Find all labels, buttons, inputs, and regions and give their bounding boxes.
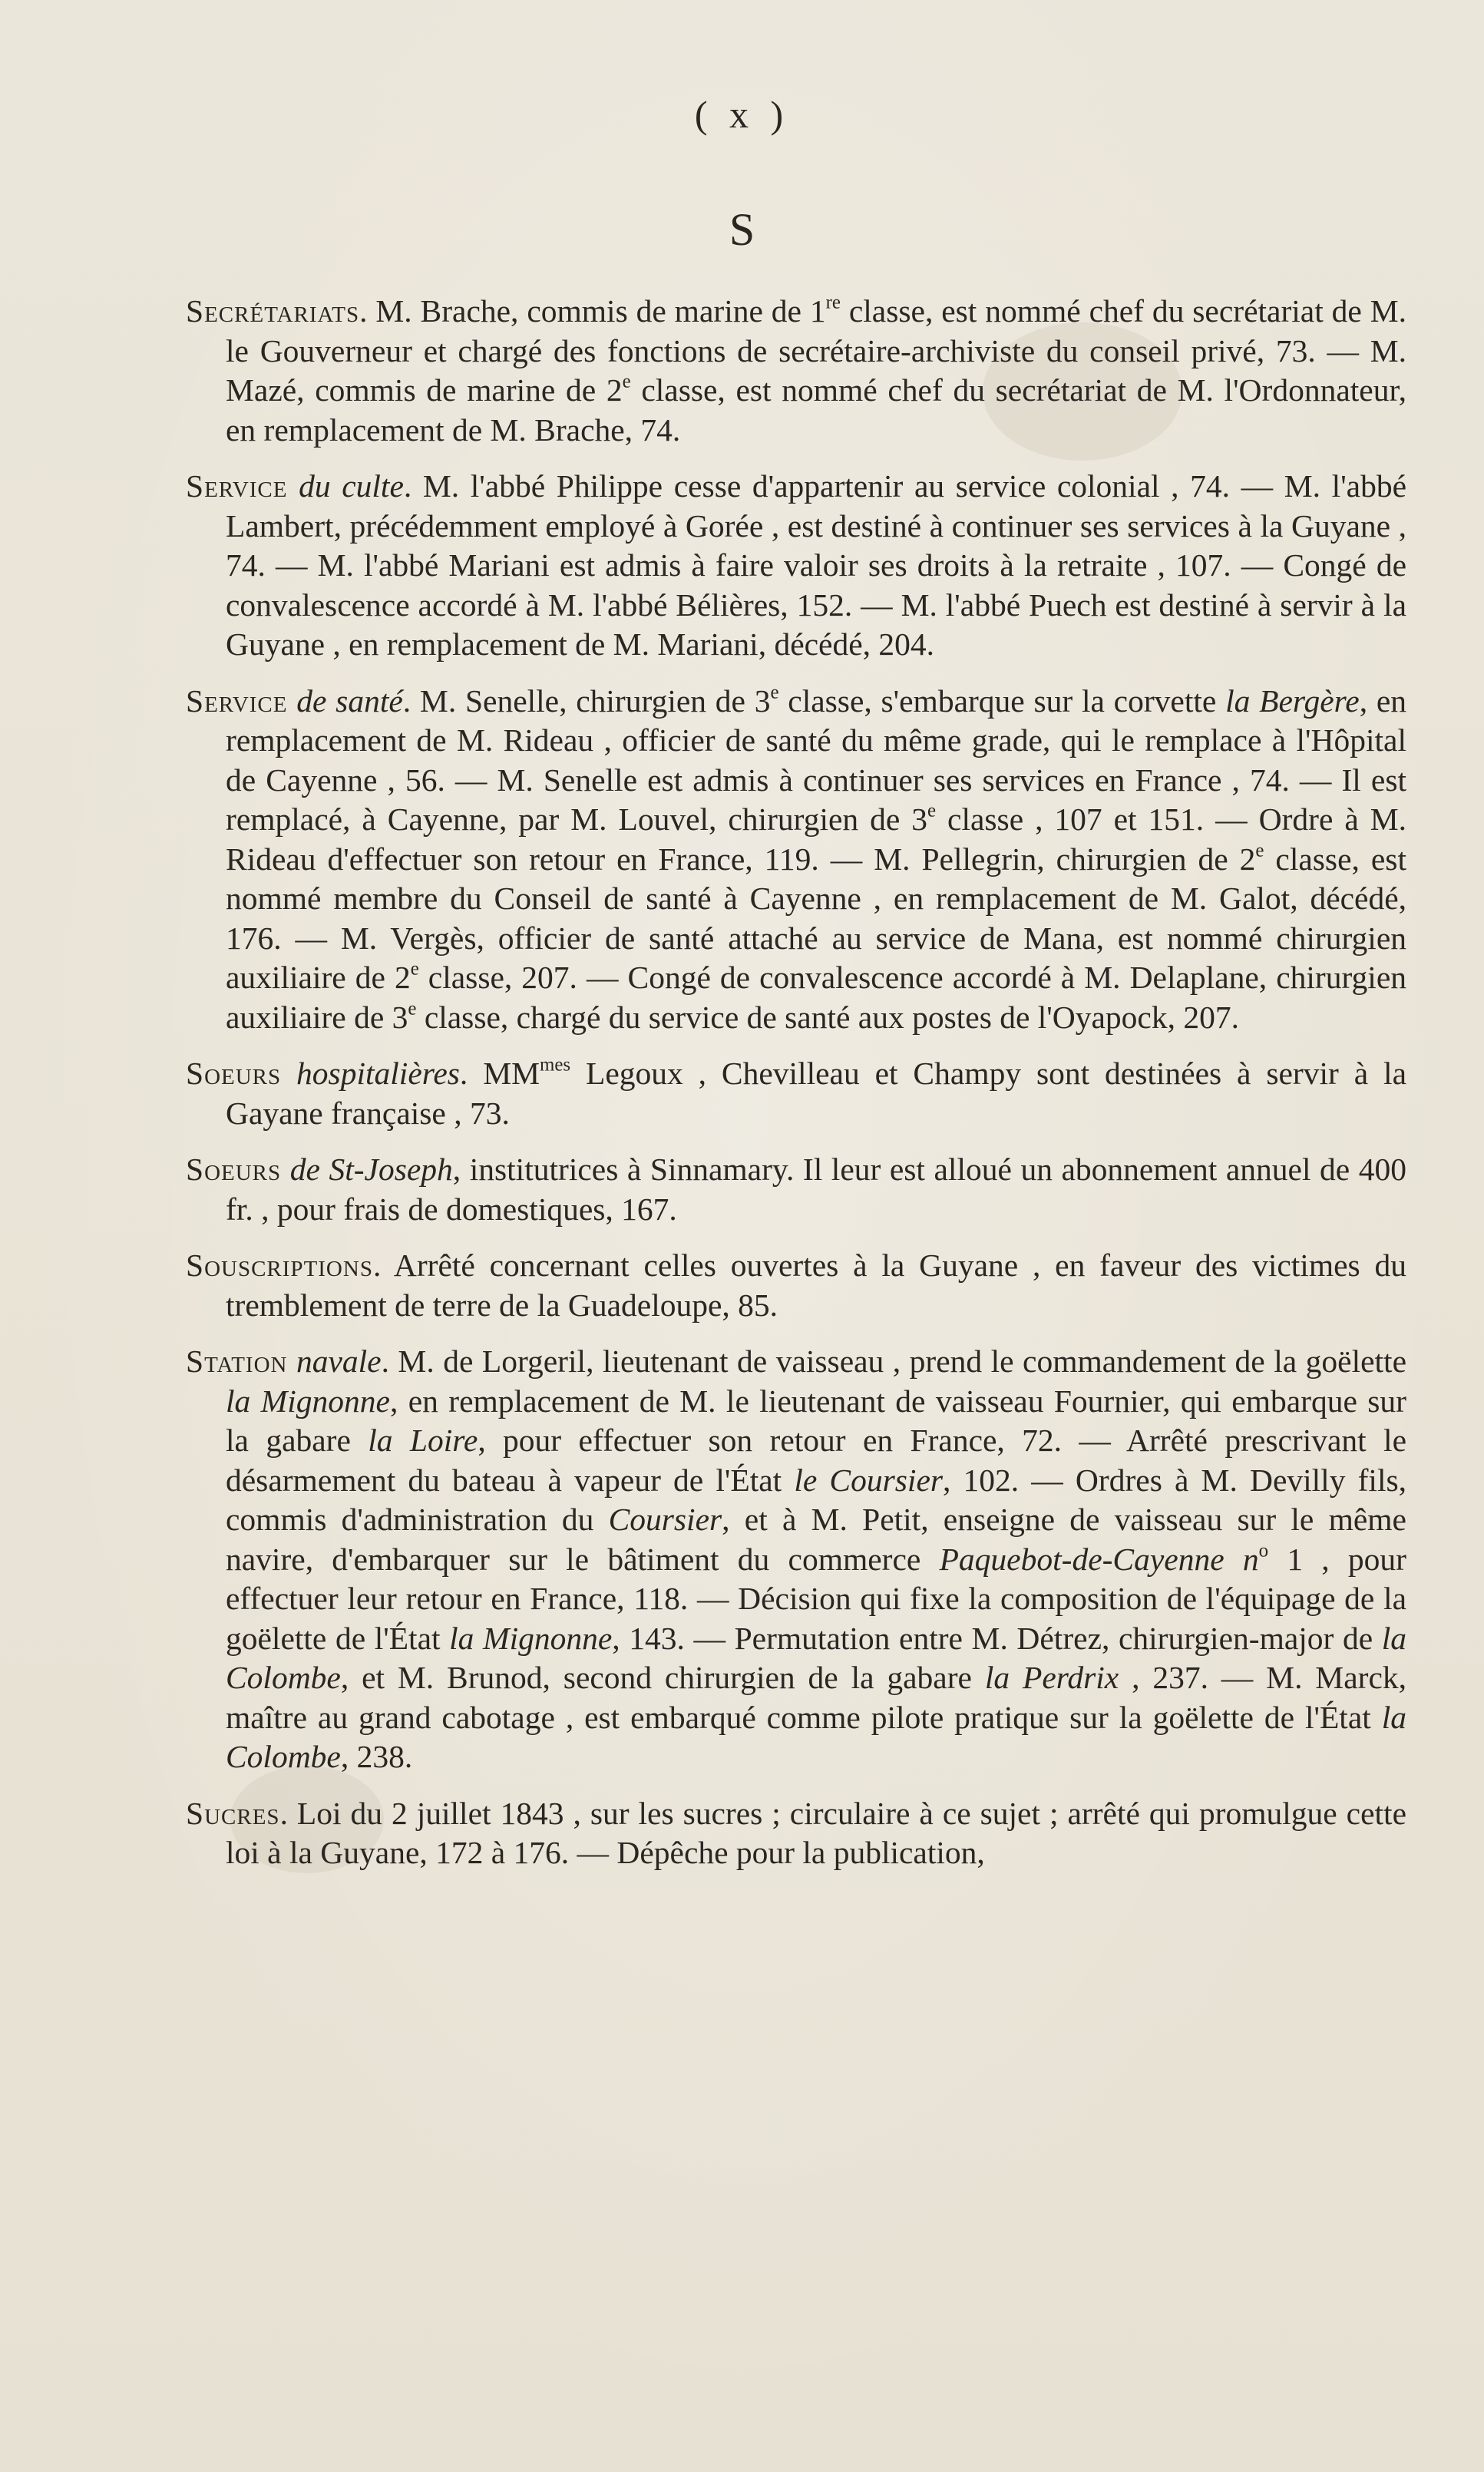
italic-name: la Mignonne bbox=[226, 1383, 390, 1419]
italic-name: Paquebot-de-Cayenne n bbox=[939, 1541, 1259, 1577]
index-entry bbox=[186, 467, 1406, 665]
entry-heading: Secrétariats bbox=[186, 293, 360, 329]
superscript: e bbox=[408, 998, 417, 1020]
entry-text: , et M. Brunod, second chirurgien de la gabare bbox=[340, 1660, 985, 1695]
entry-heading: Souscriptions bbox=[186, 1248, 373, 1283]
entry-text: classe, est nommé chef du secrétariat de M. le Gouverneur et chargé des fonctions de secrétaire-archiviste du conseil privé, 73. — M. Mazé, commis de marine de 2 bbox=[226, 293, 1406, 408]
italic-name: la Colombe bbox=[226, 1699, 1406, 1774]
entry-text: . MM bbox=[459, 1056, 540, 1091]
index-entry bbox=[186, 1150, 1406, 1229]
entry-text: . M. Senelle, chirurgien de 3 bbox=[402, 682, 771, 719]
superscript: re bbox=[825, 292, 841, 313]
entry-subheading: hospitalières bbox=[296, 1056, 460, 1091]
entry-text: Legoux , Chevilleau et Champy sont destinées à servir à la Gayane française , 73. bbox=[226, 1056, 1406, 1131]
entry-heading: Sucres bbox=[186, 1795, 280, 1831]
section-letter: S bbox=[729, 204, 755, 255]
entry-text: , 102. — Ordres à M. Devilly fils, commis d'administration du bbox=[226, 1462, 1406, 1537]
entry-subheading: navale bbox=[296, 1343, 382, 1379]
entry-subheading: du culte bbox=[299, 468, 404, 504]
entry-heading: Service bbox=[186, 682, 288, 719]
entry-subheading: de St-Joseph bbox=[289, 1152, 453, 1187]
entry-heading: Station bbox=[186, 1343, 288, 1379]
italic-name: Coursier bbox=[608, 1502, 722, 1537]
superscript: e bbox=[622, 371, 631, 392]
index-entry bbox=[186, 1246, 1406, 1325]
italic-name: la Loire bbox=[368, 1423, 478, 1458]
entry-text: . Loi du 2 juillet 1843 , sur les sucres ; circulaire à ce sujet ; arrêté qui promulgue cette loi à la Guyane, 172 à 176. — Dépêche pour la publication, bbox=[226, 1795, 1406, 1870]
entry-heading: Soeurs bbox=[186, 1056, 282, 1091]
entry-text: classe, s'embarque sur la corvette bbox=[778, 682, 1226, 719]
index-entry bbox=[186, 682, 1406, 1038]
italic-name: le Coursier bbox=[794, 1462, 944, 1498]
superscript: e bbox=[770, 682, 779, 703]
superscript: e bbox=[1255, 840, 1264, 861]
index-entry bbox=[186, 1342, 1406, 1777]
entry-text: , 143. — Permutation entre M. Détrez, chirurgien-major de bbox=[612, 1620, 1382, 1656]
superscript: e bbox=[927, 800, 937, 821]
superscript: e bbox=[410, 958, 419, 980]
index-entry bbox=[186, 1794, 1406, 1873]
entry-text: classe , 107 et 151. — Ordre à M. Rideau d'effectuer son retour en France, 119. — M. Pellegrin, chirurgien de 2 bbox=[226, 801, 1406, 877]
entry-text: , institutrices à Sinnamary. Il leur est alloué un abonnement annuel de 400 fr. , pour frais de domestiques, 167. bbox=[226, 1152, 1407, 1227]
entry-text: classe, chargé du service de santé aux postes de l'Oyapock, 207. bbox=[416, 999, 1239, 1035]
superscript: o bbox=[1258, 1540, 1269, 1562]
entry-text: . M. l'abbé Philippe cesse d'appartenir au service colonial , 74. — M. l'abbé Lambert, précédemment employé à Gorée , est destiné à continuer ses services à la Guyane , 74. — M. l'abbé Mariani est admis à faire valoir ses droits à la retraite , 107. — Congé de convalescence accordé à M. l'abbé Bélières, 152. — M. l'abbé Puech est destiné à servir à la Guyane , en remplacement de M. Mariani, décédé, 204. bbox=[226, 468, 1407, 662]
page-number: ( x ) bbox=[694, 93, 790, 136]
entry-text: , et à M. Petit, enseigne de vaisseau sur le même navire, d'embarquer sur le bâtiment du commerce bbox=[226, 1502, 1406, 1577]
italic-name: la Bergère bbox=[1225, 682, 1360, 719]
entry-text: . Arrêté concernant celles ouvertes à la Guyane , en faveur des victimes du tremblement de terre de la Guadeloupe, 85. bbox=[226, 1248, 1406, 1323]
index-entries bbox=[186, 292, 1406, 1890]
entry-text: , en remplacement de M. Rideau , officier de santé du même grade, qui le remplace à l'Hôpital de Cayenne , 56. — M. Senelle est admis à continuer ses services en France , 74. — Il est remplacé, à Cayenne, par M. Louvel, chirurgien de 3 bbox=[226, 682, 1407, 837]
entry-heading: Service bbox=[186, 468, 288, 504]
index-entry bbox=[186, 292, 1406, 450]
entry-text: , 237. — M. Marck, maître au grand cabotage , est embarqué comme pilote pratique sur la goëlette de l'État bbox=[226, 1660, 1406, 1735]
entry-text: . M. Brache, commis de marine de 1 bbox=[359, 293, 826, 329]
superscript: mes bbox=[540, 1054, 571, 1076]
entry-heading: Soeurs bbox=[186, 1152, 282, 1187]
entry-text: , 238. bbox=[340, 1739, 413, 1774]
italic-name: la Mignonne bbox=[449, 1620, 613, 1656]
entry-text: 1 , pour effectuer leur retour en France, 118. — Décision qui fixe la composition de l'équipage de la goëlette de l'État bbox=[226, 1541, 1406, 1656]
italic-name: la Colombe bbox=[226, 1620, 1407, 1695]
index-entry bbox=[186, 1054, 1406, 1133]
entry-subheading: de santé bbox=[296, 682, 403, 719]
entry-text: classe, est nommé membre du Conseil de santé à Cayenne , en remplacement de M. Galot, décédé, 176. — M. Vergès, officier de santé attaché au service de Mana, est nommé chirurgien auxiliaire de 2 bbox=[226, 841, 1406, 995]
entry-text: . M. de Lorgeril, lieutenant de vaisseau , prend le commandement de la goëlette bbox=[381, 1343, 1406, 1379]
entry-text: classe, 207. — Congé de convalescence accordé à M. Delaplane, chirurgien auxiliaire de 3 bbox=[226, 960, 1406, 1035]
italic-name: la Perdrix bbox=[984, 1660, 1119, 1695]
entry-text: , en remplacement de M. le lieutenant de vaisseau Fournier, qui embarque sur la gabare bbox=[226, 1383, 1406, 1458]
entry-text: classe, est nommé chef du secrétariat de M. l'Ordonnateur, en remplacement de M. Brache, 74. bbox=[226, 372, 1406, 448]
entry-text: , pour effectuer son retour en France, 72. — Arrêté prescrivant le désarmement du bateau à vapeur de l'État bbox=[226, 1423, 1407, 1498]
